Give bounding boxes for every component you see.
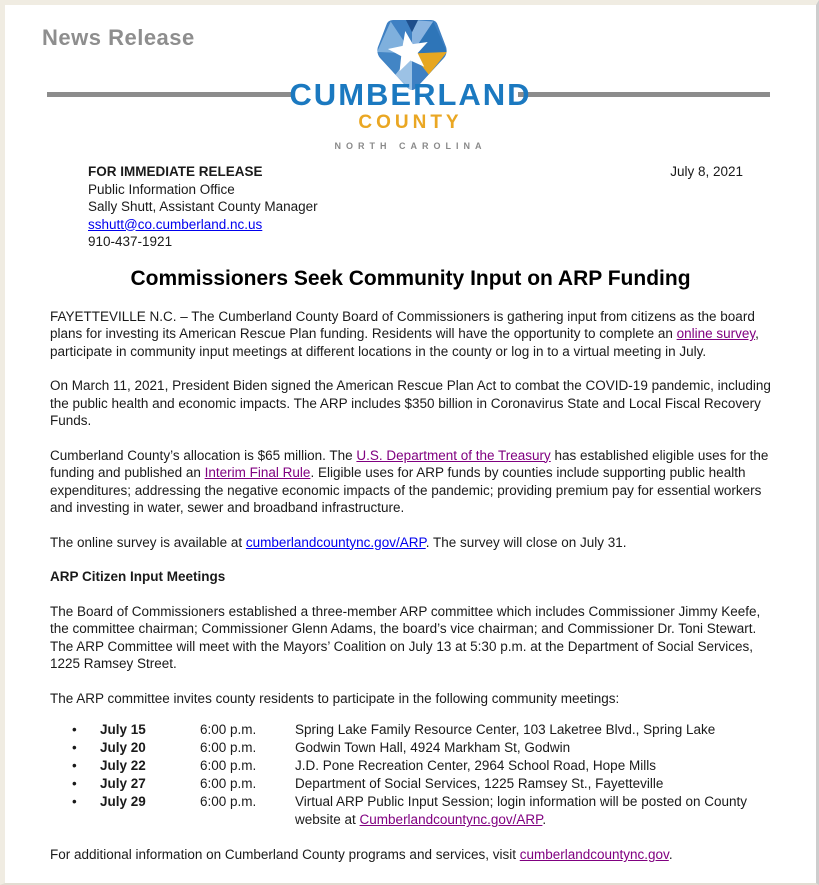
meeting-time: 6:00 p.m.: [200, 776, 257, 791]
paragraph-survey: [50, 534, 771, 552]
release-info-block: [88, 163, 743, 251]
paragraph-allocation: [50, 447, 771, 517]
paragraph-arp-act: On March 11, 2021, President Biden signed the American Rescue Plan Act to combat the COVID-19 pandemic, including the public health and economic impacts. The ARP includes $350 billion in Coronavirus State and Local Fiscal Recovery Funds.: [50, 378, 771, 428]
contact-name-line: Sally Shutt, Assistant County Manager: [88, 199, 318, 214]
masthead: [5, 5, 816, 157]
brand-name-cumberland: CUMBERLAND: [289, 77, 532, 112]
paragraph-intro: [50, 308, 771, 361]
office-line: Public Information Office: [88, 181, 235, 197]
meeting-row: [50, 775, 771, 793]
bullet-icon: •: [72, 794, 77, 809]
meeting-location-text-2: .: [542, 812, 547, 827]
paragraph-committee: The Board of Commissioners established a three-member ARP committee which includes Commissioner Jimmy Keefe, the committee chairman; Commissioner Glenn Adams, the board’s vice chairman; and Commissioner Dr. Toni Stewart. The ARP Committee will meet with the Mayors’ Coalition on July 13 at 5:30 p.m. at the Department of Social Services, 1225 Ramsey Street.: [50, 603, 761, 671]
footer-info-line: [50, 846, 771, 864]
meeting-time: 6:00 p.m.: [200, 740, 257, 755]
meeting-location: Spring Lake Family Resource Center, 103 Laketree Blvd., Spring Lake: [295, 722, 716, 737]
bullet-icon: •: [72, 740, 77, 755]
meeting-row: [50, 721, 771, 739]
meeting-location: J.D. Pone Recreation Center, 2964 School Road, Hope Mills: [295, 758, 656, 773]
email-link[interactable]: sshutt@co.cumberland.nc.us: [88, 216, 263, 232]
for-immediate-release-label: FOR IMMEDIATE RELEASE: [88, 164, 263, 179]
bullet-icon: •: [72, 776, 77, 791]
meeting-row: [50, 793, 771, 829]
paragraph-allocation-text-2: has established eligible uses for the funding and published an: [50, 447, 769, 480]
paragraph-survey-text: The online survey is available at: [50, 534, 246, 550]
meeting-location-text: Virtual ARP Public Input Session; login information will be posted on County website at: [295, 794, 748, 827]
meeting-time: 6:00 p.m.: [200, 794, 257, 809]
paragraph-survey-text-2: . The survey will close on July 31.: [425, 534, 627, 550]
paragraph-intro-text-2: , participate in community input meetings at different locations in the county or log in to a virtual meeting in July.: [50, 326, 759, 359]
release-date: July 8, 2021: [670, 164, 743, 179]
virtual-session-url-link[interactable]: Cumberlandcountync.gov/ARP: [359, 812, 543, 827]
meeting-row: [50, 757, 771, 775]
article-body: [50, 308, 771, 864]
meeting-date: July 20: [100, 740, 146, 755]
phone-line: 910-437-1921: [88, 234, 173, 249]
meeting-date: July 29: [100, 794, 146, 809]
footer-website-link[interactable]: cumberlandcountync.gov: [519, 847, 669, 862]
news-release-label: News Release: [42, 25, 195, 50]
brand-name-north-carolina: NORTH CAROLINA: [334, 141, 487, 151]
paragraph-intro-text: FAYETTEVILLE N.C. – The Cumberland County Board of Commissioners is gathering input from citizens as the board plans for investing its American Rescue Plan funding. Residents will have the opportunity to complete an: [50, 308, 755, 341]
brand-name-county: COUNTY: [358, 112, 463, 133]
footer-info-text-2: .: [668, 847, 673, 862]
meetings-section-heading: ARP Citizen Input Meetings: [50, 569, 226, 584]
meeting-location: Godwin Town Hall, 4924 Markham St, Godwin: [295, 740, 571, 755]
paragraph-allocation-text-3: . Eligible uses for ARP funds by counties include supporting public health expenditures; addressing the negative economic impacts of the pandemic; providing premium pay for essential workers and investing in water, sewer and broadband infrastructure.: [50, 465, 762, 515]
survey-url-link[interactable]: cumberlandcountync.gov/ARP: [245, 534, 426, 550]
footer-info-text: For additional information on Cumberland County programs and services, visit: [50, 847, 520, 862]
meeting-date: July 22: [100, 758, 146, 773]
interim-final-rule-link[interactable]: Interim Final Rule: [204, 465, 311, 480]
meeting-location: Department of Social Services, 1225 Ramsey St., Fayetteville: [295, 776, 664, 791]
meeting-time: 6:00 p.m.: [200, 722, 257, 737]
meetings-list: [50, 721, 771, 829]
headline: Commissioners Seek Community Input on ARP Funding: [130, 266, 691, 290]
meeting-location: [295, 793, 771, 829]
paragraph-allocation-text: Cumberland County’s allocation is $65 million. The: [50, 447, 357, 463]
meeting-row: [50, 739, 771, 757]
bullet-icon: •: [72, 722, 77, 737]
treasury-link[interactable]: U.S. Department of the Treasury: [356, 447, 551, 463]
meeting-time: 6:00 p.m.: [200, 758, 257, 773]
paragraph-invite: The ARP committee invites county residents to participate in the following community meetings:: [50, 690, 620, 706]
meeting-date: July 27: [100, 776, 146, 791]
bullet-icon: •: [72, 758, 77, 773]
online-survey-link[interactable]: online survey: [676, 326, 756, 341]
meeting-date: July 15: [100, 722, 146, 737]
